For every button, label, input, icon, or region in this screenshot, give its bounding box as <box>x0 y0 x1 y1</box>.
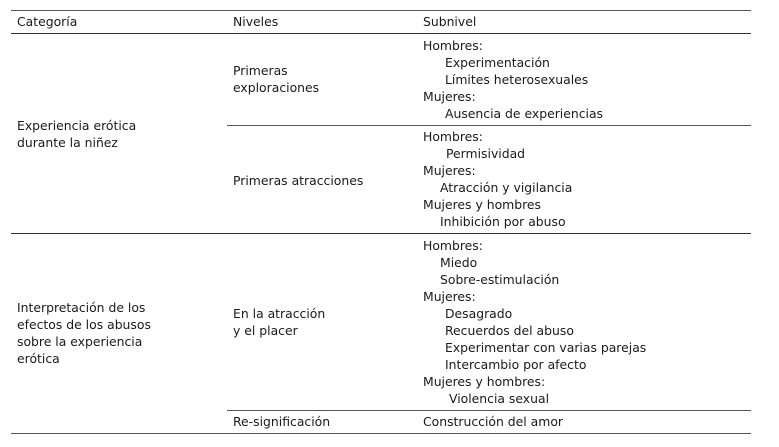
sublevel-item: Ausencia de experiencias <box>445 106 604 121</box>
sublevel-item: Desagrado <box>445 306 513 321</box>
sublevel-group: Mujeres y hombres: <box>423 374 546 389</box>
sublevel-group: Mujeres: <box>423 163 476 178</box>
sublevel-group: Construcción del amor <box>423 414 563 429</box>
row-divider-category <box>11 233 751 234</box>
sublevel-group: Hombres: <box>423 238 483 253</box>
category-cell: durante la niñez <box>17 135 118 150</box>
sublevel-item: Experimentar con varias parejas <box>445 340 647 355</box>
sublevel-group: Mujeres: <box>423 289 476 304</box>
sublevel-item: Intercambio por afecto <box>445 357 587 372</box>
category-cell: erótica <box>17 351 60 366</box>
header-bottom-rule <box>11 33 751 34</box>
category-cell: efectos de los abusos <box>17 317 151 332</box>
sublevel-group: Hombres: <box>423 129 483 144</box>
sublevel-item: Recuerdos del abuso <box>445 323 574 338</box>
level-cell: Primeras <box>233 63 288 78</box>
row-divider-niveles-1 <box>227 125 751 126</box>
row-divider-niveles-2 <box>227 410 751 411</box>
sublevel-group: Hombres: <box>423 38 483 53</box>
table-bottom-rule <box>11 433 751 434</box>
category-cell: sobre la experiencia <box>17 334 143 349</box>
sublevel-item: Atracción y vigilancia <box>440 180 573 195</box>
category-cell: Experiencia erótica <box>17 118 137 133</box>
sublevel-item: Permisividad <box>446 146 526 161</box>
level-cell: En la atracción <box>233 306 326 321</box>
sublevel-item: Inhibición por abuso <box>440 214 566 229</box>
sublevel-group: Mujeres y hombres <box>423 197 541 212</box>
header-niveles: Niveles <box>233 14 279 29</box>
sublevel-item: Límites heterosexuales <box>445 72 589 87</box>
sublevel-item: Sobre-estimulación <box>440 272 560 287</box>
sublevel-item: Violencia sexual <box>449 391 550 406</box>
sublevel-item: Miedo <box>440 255 478 270</box>
header-subnivel: Subnivel <box>423 14 477 29</box>
sublevel-group: Mujeres: <box>423 89 476 104</box>
category-cell: Interpretación de los <box>17 300 146 315</box>
level-cell: y el placer <box>233 323 298 338</box>
table-top-rule <box>11 10 751 11</box>
sublevel-item: Experimentación <box>445 55 550 70</box>
level-cell: exploraciones <box>233 80 320 95</box>
level-cell: Primeras atracciones <box>233 173 364 188</box>
level-cell: Re-significación <box>233 414 331 429</box>
header-categoria: Categoría <box>17 14 78 29</box>
